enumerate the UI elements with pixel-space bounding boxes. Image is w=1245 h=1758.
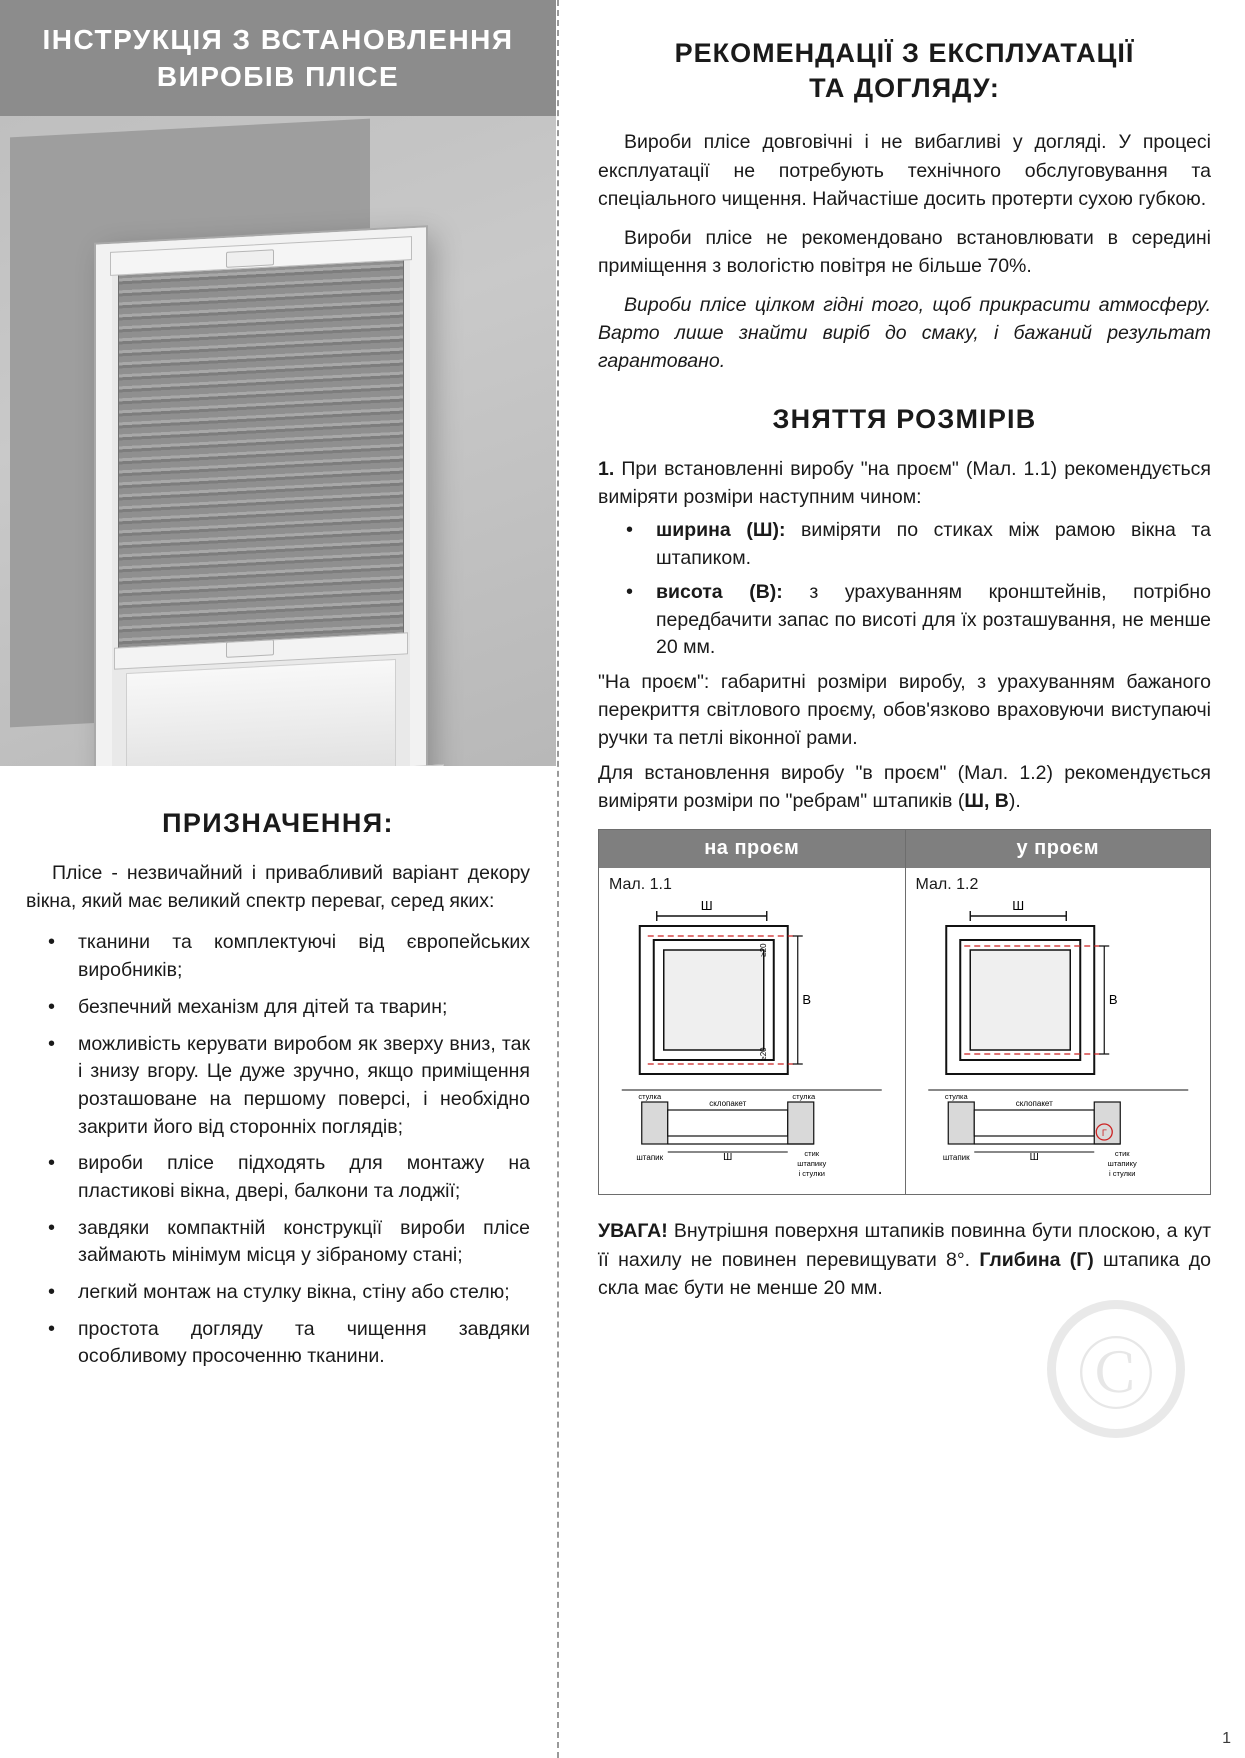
measurement-in-b: Ш, В xyxy=(964,789,1009,812)
measurement-number: 1. xyxy=(598,457,615,480)
list-item: • вироби пліcе підходять для монтажу на пластикові вікна, двері, балкони та лоджії; xyxy=(26,1150,530,1205)
window-illustration xyxy=(96,227,426,766)
warning-text-a: Внутрішня поверхня штапиків повинна бути плоскою, а кут її нахилу не повинен перевищувати 8°. xyxy=(598,1220,1211,1271)
list-item: • безпечний механізм для дітей та тварин; xyxy=(26,994,530,1022)
svg-text:стулка: стулка xyxy=(792,1092,816,1102)
svg-text:Ш: Ш xyxy=(700,898,713,914)
watermark-logo-secondary: Ⓒ xyxy=(1047,1300,1185,1438)
svg-text:≥20: ≥20 xyxy=(758,1047,768,1061)
care-paragraph-2: Вироби пліcе не рекомендовано встановлювати в середині приміщення з вологістю повітря не більше 70%. xyxy=(598,226,1211,278)
svg-text:В: В xyxy=(1108,992,1118,1008)
instruction-header xyxy=(0,0,556,116)
svg-text:штапик: штапик xyxy=(942,1153,970,1163)
svg-text:склопакет: склопакет xyxy=(1015,1099,1053,1109)
blind-bottom-handle xyxy=(226,639,274,658)
list-item: • тканини та комплектуючі від європейських виробників; xyxy=(26,929,530,984)
left-column xyxy=(0,0,556,1758)
list-item: • можливість керувати виробом як зверху вниз, так і знизу вгору. Це дуже зручно, якщо приміщення розташоване на першому поверсі, і необхідно закрити його від сторонніх поглядів; xyxy=(26,1031,530,1142)
svg-text:і стулки: і стулки xyxy=(1108,1169,1135,1179)
svg-text:Г: Г xyxy=(1101,1128,1107,1139)
instruction-header-line2: ВИРОБІВ ПЛІСЕ xyxy=(156,60,400,92)
figure-label-1-1: Мал. 1.1 xyxy=(609,876,672,894)
svg-text:стик: стик xyxy=(804,1149,820,1159)
svg-text:склопакет: склопакет xyxy=(709,1099,747,1109)
svg-text:Ш: Ш xyxy=(723,1152,733,1164)
list-item: • простота догляду та чищення завдяки особливому просоченню тканини. xyxy=(26,1316,530,1371)
svg-text:і стулки: і стулки xyxy=(798,1169,825,1179)
list-item: • легкий монтаж на стулку вікна, стіну або стелю; xyxy=(26,1279,530,1307)
svg-text:штапик: штапик xyxy=(636,1153,664,1163)
purpose-list xyxy=(26,929,530,1371)
list-item xyxy=(598,579,1211,662)
svg-text:Ш: Ш xyxy=(1011,898,1024,914)
svg-text:стулка: стулка xyxy=(944,1092,968,1102)
care-title-line2: ТА ДОГЛЯДУ: xyxy=(809,73,1000,104)
measurement-in-c: ). xyxy=(1008,789,1021,812)
figure-cell-on-proem xyxy=(599,830,905,1194)
warning-note xyxy=(598,1217,1211,1302)
purpose-title: ПРИЗНАЧЕННЯ: xyxy=(162,807,394,838)
svg-text:стулка: стулка xyxy=(638,1092,662,1102)
purpose-intro: Пліcе - незвичайний і привабливий варіант декору вікна, який має великий спектр переваг, серед яких: xyxy=(26,861,530,913)
measurement-title: ЗНЯТТЯ РОЗМІРІВ xyxy=(772,403,1037,434)
care-paragraph-3: Вироби пліcе цілком гідні того, щоб прикрасити атмосферу. Варто лише знайти виріб до смаку, і бажаний результат гарантовано. xyxy=(598,293,1211,373)
svg-text:штапику: штапику xyxy=(797,1159,827,1169)
width-label: ширина (Ш): xyxy=(656,519,786,542)
figure-table xyxy=(598,829,1211,1195)
figure-drawing-1-2 xyxy=(906,894,1211,1194)
figure-header-on-proem: на проєм xyxy=(599,830,905,868)
window-glass xyxy=(126,659,396,766)
right-column xyxy=(556,0,1245,1758)
svg-text:≥20: ≥20 xyxy=(758,943,768,957)
height-text: з урахуванням кронштейнів, потрібно передбачити запас по висоті для їх розташування, не менше 20 мм. xyxy=(656,580,1211,659)
figure-label-1-2: Мал. 1.2 xyxy=(915,876,979,894)
svg-text:штапику: штапику xyxy=(1107,1159,1137,1169)
measurement-intro-text: При встановленні виробу "на проєм" (Мал. 1.1) рекомендується виміряти розміри наступним чином: xyxy=(598,457,1211,509)
warning-text-b: штапика до скла має бути не менше 20 мм. xyxy=(598,1248,1211,1299)
figure-drawing-1-1 xyxy=(599,894,905,1194)
list-item xyxy=(598,517,1211,572)
svg-text:стик: стик xyxy=(1114,1149,1130,1159)
measurement-intro xyxy=(598,455,1211,512)
width-text: виміряти по стиках між рамою вікна та штапиком. xyxy=(656,519,1211,570)
care-paragraph-1: Вироби пліcе довговічні і не вибагливі у догляді. У процесі експлуатації не потребують технічного обслуговування та спеціального чищення. Найчастіше досить протерти сухою губкою. xyxy=(598,131,1211,211)
page-number: 1 xyxy=(1222,1730,1231,1747)
figure-header-in-proem: у проєм xyxy=(906,830,1211,868)
measurement-list xyxy=(598,517,1211,661)
measurement-paragraph-in xyxy=(598,759,1211,816)
purpose-section xyxy=(0,766,556,1390)
care-title xyxy=(598,36,1211,106)
svg-text:Ш: Ш xyxy=(1029,1152,1039,1164)
height-label: висота (В): xyxy=(656,580,783,603)
figure-cell-in-proem xyxy=(905,830,1211,1194)
product-photo xyxy=(0,116,556,766)
care-title-line1: РЕКОМЕНДАЦІЇ З ЕКСПЛУАТАЦІЇ xyxy=(674,38,1135,68)
pleated-blind xyxy=(118,256,404,653)
list-item: • завдяки компактній конструкції вироби пліcе займають мінімум місця у зібраному стані; xyxy=(26,1215,530,1270)
warning-depth-label: Глибина (Г) xyxy=(979,1248,1094,1271)
instruction-header-line1: ІНСТРУКЦІЯ З ВСТАНОВЛЕННЯ xyxy=(42,24,514,55)
svg-text:В: В xyxy=(802,992,812,1008)
blind-top-handle xyxy=(226,249,274,268)
measurement-in-a: Для встановлення виробу "в проєм" (Мал. 1.2) рекомендується виміряти розміри по "ребрам" штапиків ( xyxy=(598,761,1211,812)
measurement-paragraph-on: "На проєм": габаритні розміри виробу, з урахуванням бажаного перекриття світлового проєму, обов'язково враховуючи виступаючі ручки та петлі віконної рами. xyxy=(598,670,1211,750)
warning-label: УВАГА! xyxy=(598,1220,668,1243)
